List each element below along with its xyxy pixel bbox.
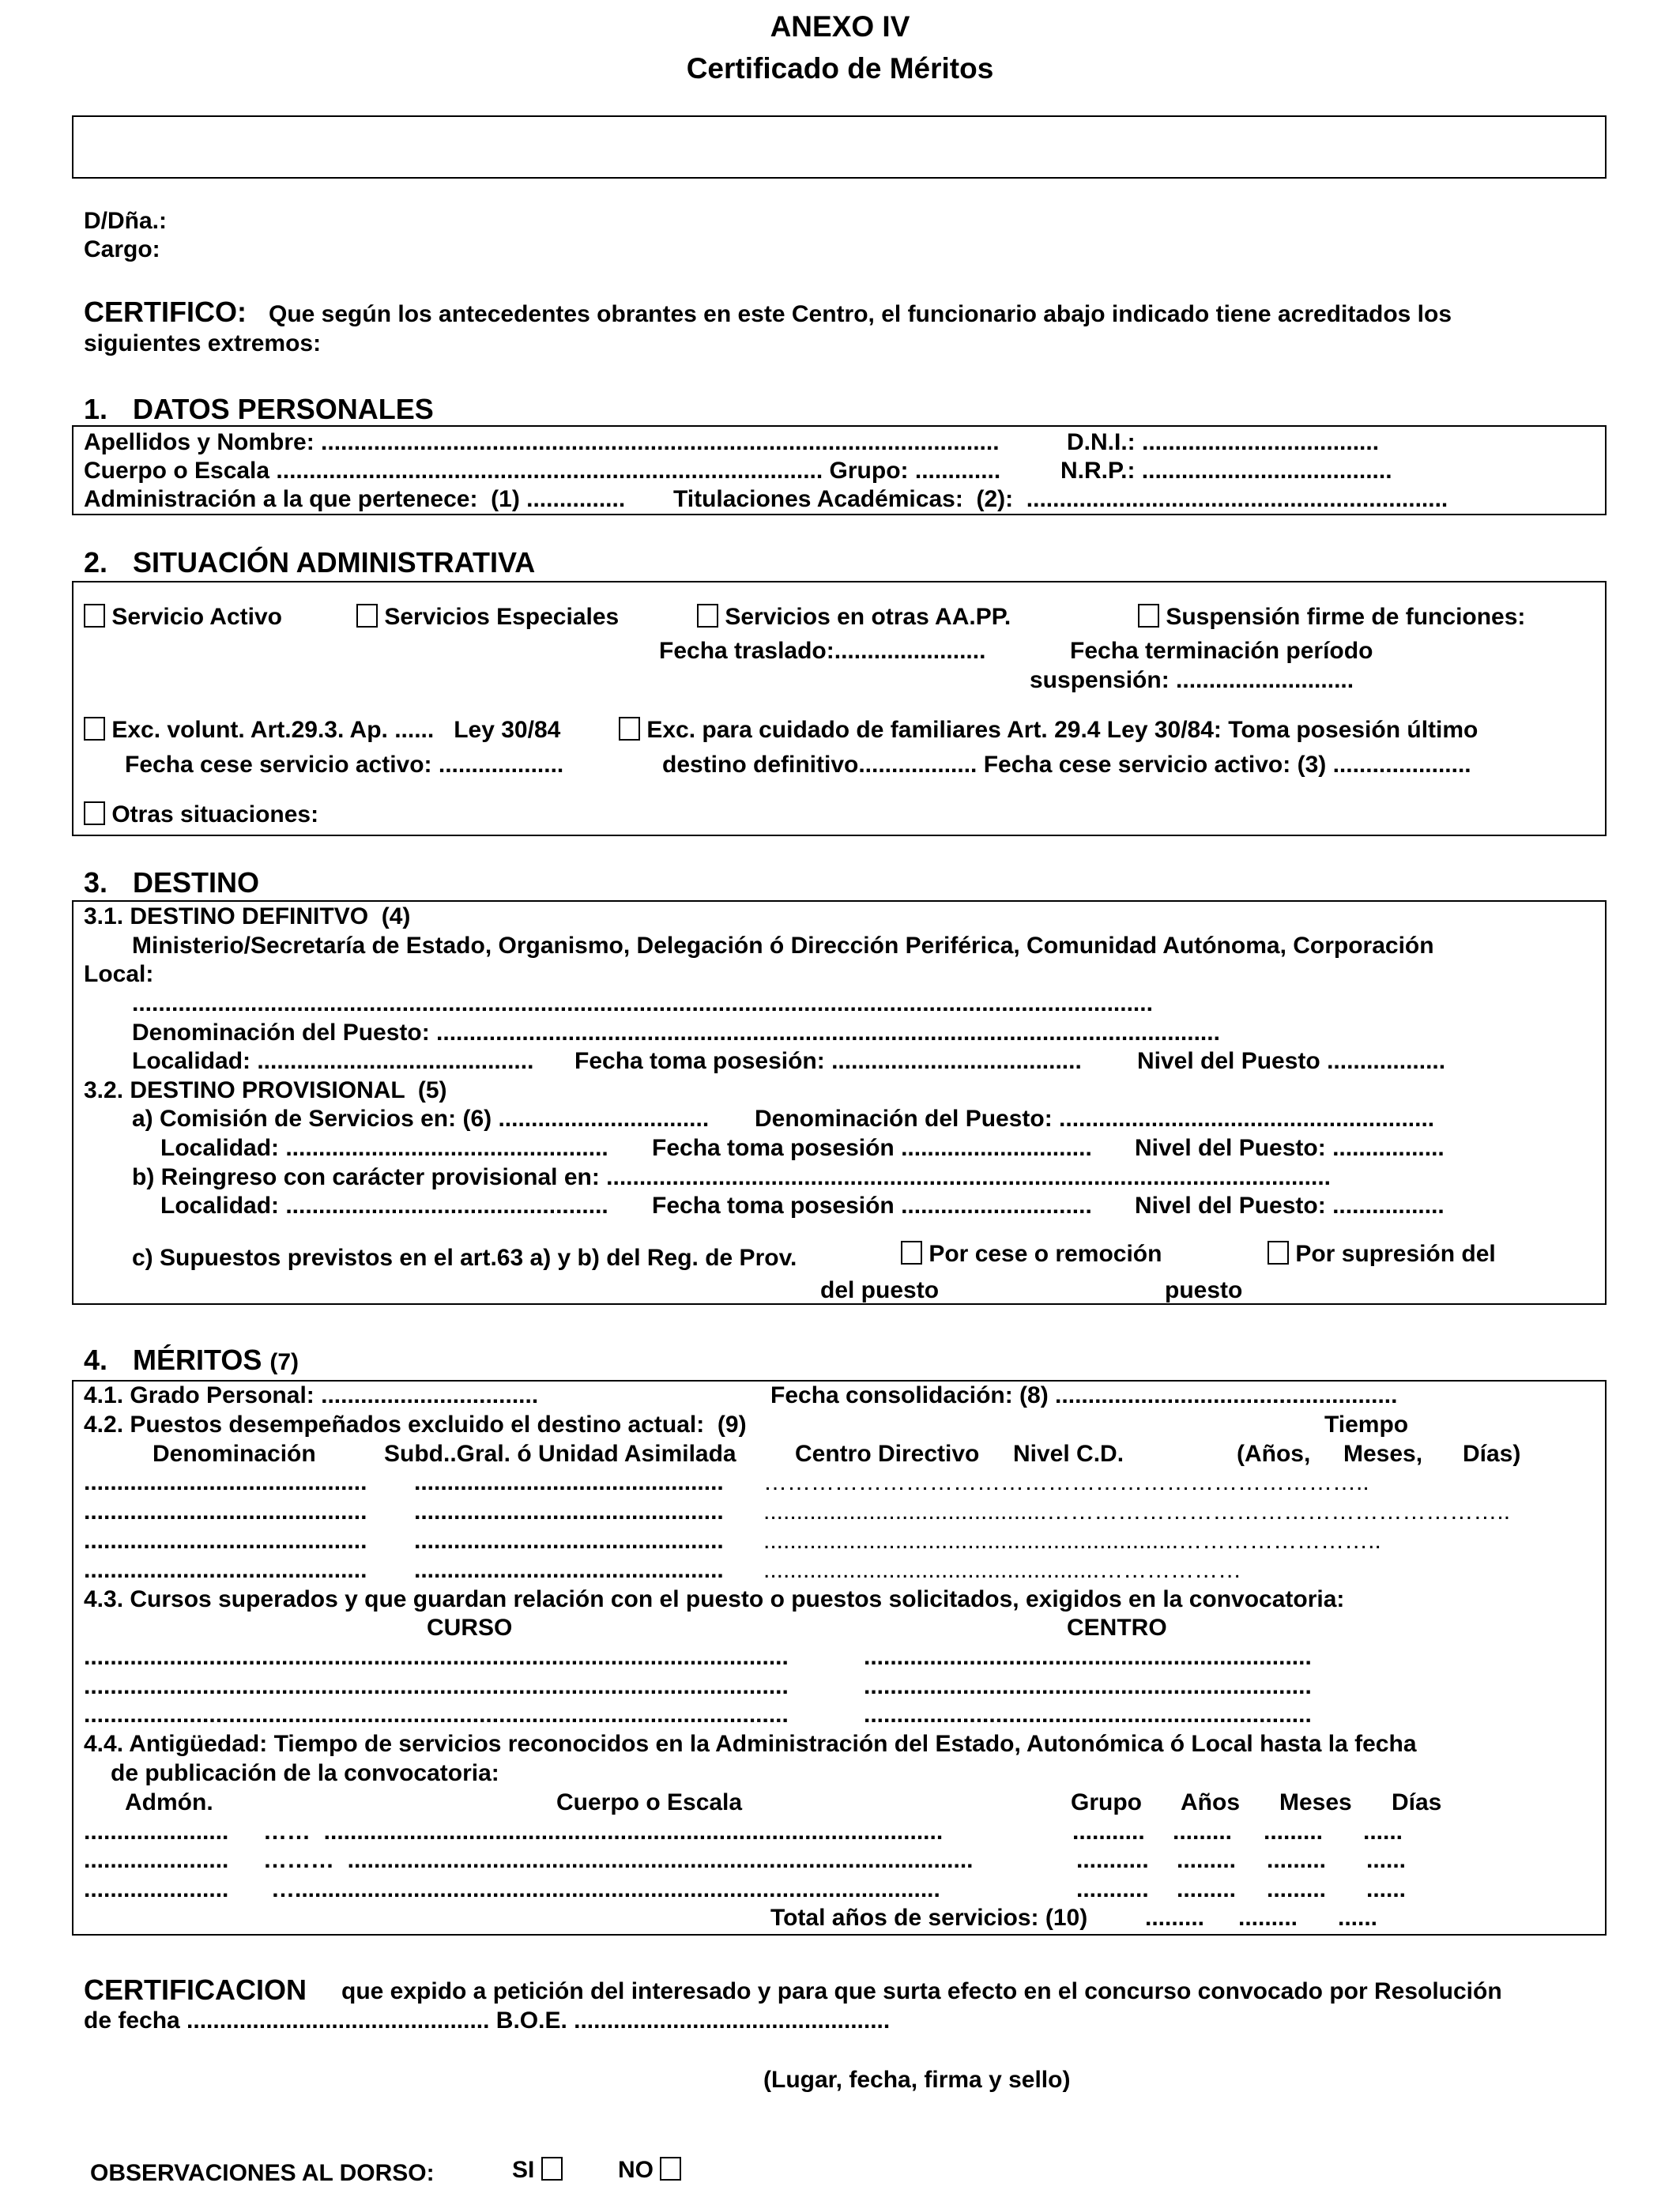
por-cese-label: Por cese o remoción — [929, 1241, 1162, 1267]
list-item: .................................................................... — [864, 1673, 1312, 1699]
suspension-dots: suspensión: ........................... — [1030, 667, 1354, 693]
col-denominacion: Denominación — [153, 1441, 316, 1467]
row-centro: ...................................................……………… — [763, 1557, 1242, 1583]
table-row — [414, 1498, 724, 1526]
certifico-text-2: siguientes extremos: — [84, 330, 322, 356]
supuestos-art63: c) Supuestos previstos en el art.63 a) y b) del Reg. de Prov. — [132, 1245, 797, 1271]
administracion-field: Administración a la que pertenece: (1) ............... — [84, 486, 626, 512]
exc-voluntaria-label: Exc. volunt. Art.29.3. Ap. ...... Ley 30/84 — [111, 717, 561, 743]
destino-definitivo-title: 3.1. DESTINO DEFINITVO (4) — [84, 903, 411, 929]
nrp-field: N.R.P.: ...................................... — [1060, 458, 1392, 484]
table-row: ……… ............................................................................................... — [263, 1847, 974, 1873]
table-row: ...................... — [84, 1847, 229, 1873]
col-nivel-cd: Nivel C.D. — [1013, 1441, 1124, 1467]
localidad-b: Localidad: ................................................. — [160, 1193, 608, 1219]
table-row — [84, 1527, 367, 1555]
no-checkbox[interactable] — [660, 2157, 681, 2181]
observaciones-label: OBSERVACIONES AL DORSO: — [90, 2160, 435, 2186]
row-subdireccion: ............................................... — [414, 1498, 724, 1525]
observaciones-no-option — [618, 2156, 681, 2185]
certificacion-fecha-boe: de fecha .............................................. B.O.E. ................................................ — [84, 2007, 891, 2034]
section-3-number: 3. — [84, 866, 108, 899]
dona-label: D/Dña.: — [84, 208, 167, 234]
comision-servicios: a) Comisión de Servicios en: (6) ................................ — [132, 1106, 710, 1132]
certifico-label: CERTIFICO: — [84, 296, 247, 328]
exc-voluntaria-checkbox[interactable] — [84, 717, 105, 741]
antiguedad-line-2: de publicación de la convocatoria: — [111, 1760, 499, 1786]
exc-cuidado-option — [619, 716, 1478, 745]
table-row — [414, 1556, 724, 1585]
antiguedad-line-1: 4.4. Antigüedad: Tiempo de servicios reconocidos en la Administración del Estado, Autonómica ó Local hasta la fecha — [84, 1731, 1417, 1757]
fecha-consolidacion: Fecha consolidación: (8) .................................................... — [770, 1382, 1398, 1408]
table-row: ........... — [1072, 1819, 1145, 1845]
por-supresion-label: Por supresión del — [1295, 1241, 1496, 1267]
por-cese-checkbox[interactable] — [901, 1241, 922, 1265]
servicio-activo-label: Servicio Activo — [111, 604, 282, 630]
col-meses: Meses, — [1343, 1441, 1423, 1467]
total-anos: ......... — [1145, 1905, 1205, 1931]
table-row — [414, 1468, 724, 1497]
servicio-activo-option — [84, 603, 282, 631]
titulaciones-field: Titulaciones Académicas: (2): ................................................................ — [673, 486, 1448, 512]
otras-aapp-checkbox[interactable] — [697, 604, 718, 628]
table-row: ….................................................................................................. — [271, 1876, 940, 1902]
suspension-checkbox[interactable] — [1138, 604, 1159, 628]
table-row — [84, 1556, 367, 1585]
cursos-superados: 4.3. Cursos superados y que guardan relación con el puesto o puestos solicitados, exigidos en la convocatoria: — [84, 1586, 1345, 1612]
table-row: ......... — [1177, 1847, 1237, 1873]
reingreso-provisional: b) Reingreso con carácter provisional en: .............................................................................................................. — [132, 1164, 1332, 1190]
col-anos: (Años, — [1237, 1441, 1311, 1467]
section-4-heading — [133, 1344, 299, 1379]
total-anos-servicios: Total años de servicios: (10) — [770, 1905, 1088, 1931]
nivel-puesto-a: Nivel del Puesto: ................. — [1135, 1135, 1445, 1161]
table-row: ......... — [1267, 1847, 1327, 1873]
otras-situaciones-label: Otras situaciones: — [111, 801, 319, 827]
cuerpo-field: Cuerpo o Escala ................................................................................... Grupo: ............. — [84, 458, 1001, 484]
curso-header: CURSO — [427, 1615, 513, 1641]
row-denominacion: ........................................... — [84, 1498, 367, 1525]
lugar-fecha-firma: (Lugar, fecha, firma y sello) — [763, 2067, 1071, 2093]
otras-aapp-option — [697, 603, 1011, 631]
row-centro: ...............................................................…………………….. — [763, 1528, 1381, 1554]
section-2-heading: SITUACIÓN ADMINISTRATIVA — [133, 546, 536, 579]
table-row — [84, 1468, 367, 1497]
no-label: NO — [618, 2157, 654, 2183]
por-supresion-checkbox[interactable] — [1268, 1241, 1289, 1265]
col-dias: Días) — [1463, 1441, 1521, 1467]
section-3-heading: DESTINO — [133, 866, 260, 899]
suspension-label: Suspensión firme de funciones: — [1166, 604, 1526, 630]
total-dias: ...... — [1338, 1905, 1378, 1931]
table-row — [414, 1527, 724, 1555]
localidad-def: Localidad: .......................................... — [132, 1048, 534, 1074]
table-row: ......... — [1267, 1876, 1327, 1902]
localidad-a: Localidad: ................................................. — [160, 1135, 608, 1161]
puestos-desempenados: 4.2. Puestos desempeñados excluido el destino actual: (9) — [84, 1412, 747, 1438]
centro-header: CENTRO — [1067, 1615, 1167, 1641]
certifico-text: Que según los antecedentes obrantes en este Centro, el funcionario abajo indicado tiene acreditados los — [269, 301, 1452, 327]
section-4-heading-text: MÉRITOS — [133, 1344, 262, 1376]
por-cese-option — [901, 1240, 1162, 1269]
table-row: ...... — [1366, 1876, 1407, 1902]
table-row: ...... — [1363, 1819, 1403, 1845]
table-row — [84, 1498, 367, 1526]
si-checkbox[interactable] — [541, 2157, 563, 2181]
col-anos-antig: Años — [1181, 1789, 1240, 1815]
col-grupo: Grupo — [1071, 1789, 1142, 1815]
col-dias-antig: Días — [1392, 1789, 1442, 1815]
suspension-option — [1138, 603, 1525, 631]
table-row: ......... — [1173, 1819, 1233, 1845]
top-blank-box[interactable] — [72, 115, 1607, 179]
nivel-puesto-def: Nivel del Puesto .................. — [1137, 1048, 1446, 1074]
dni-field: D.N.I.: .................................... — [1067, 429, 1380, 455]
col-admon: Admón. — [125, 1789, 213, 1815]
denominacion-puesto: Denominación del Puesto: ....................................................................................................................... — [132, 1020, 1220, 1046]
fecha-cese: Fecha cese servicio activo: ................... — [125, 752, 564, 778]
list-item: ........................................................................................................... — [84, 1673, 789, 1699]
col-meses-antig: Meses — [1279, 1789, 1352, 1815]
servicios-especiales-label: Servicios Especiales — [384, 604, 620, 630]
exc-voluntaria-option — [84, 716, 560, 745]
table-row: ......... — [1177, 1876, 1237, 1902]
grado-personal: 4.1. Grado Personal: ................................. — [84, 1382, 539, 1408]
row-subdireccion: ............................................... — [414, 1528, 724, 1554]
nivel-puesto-b: Nivel del Puesto: ................. — [1135, 1193, 1445, 1219]
row-denominacion: ........................................... — [84, 1557, 367, 1583]
tiempo-header: Tiempo — [1324, 1412, 1409, 1438]
section-4-number: 4. — [84, 1344, 108, 1376]
servicios-especiales-option — [356, 603, 619, 631]
list-item: ........................................................................................................... — [84, 1644, 789, 1670]
servicio-activo-checkbox[interactable] — [84, 604, 105, 628]
si-label: SI — [512, 2157, 535, 2183]
exc-cuidado-checkbox[interactable] — [619, 717, 640, 741]
section-1-number: 1. — [84, 393, 108, 425]
col-subdireccion: Subd..Gral. ó Unidad Asimilada — [384, 1441, 736, 1467]
total-meses: ......... — [1238, 1905, 1298, 1931]
annex-title: ANEXO IV — [770, 10, 910, 43]
otras-situaciones-checkbox[interactable] — [84, 801, 105, 825]
toma-posesion-b: Fecha toma posesión ............................. — [652, 1193, 1092, 1219]
table-row — [763, 1498, 1510, 1526]
row-subdireccion: ............................................... — [414, 1557, 724, 1583]
table-row — [763, 1468, 1369, 1497]
destino-dots: ........................................................................................................................................................... — [132, 990, 1153, 1016]
table-row: ......... — [1264, 1819, 1324, 1845]
row-denominacion: ........................................... — [84, 1469, 367, 1495]
ministerio-label: Ministerio/Secretaría de Estado, Organismo, Delegación ó Dirección Periférica, Comunidad Autónoma, Corporación — [132, 933, 1434, 959]
otras-aapp-label: Servicios en otras AA.PP. — [725, 604, 1011, 630]
servicios-especiales-checkbox[interactable] — [356, 604, 378, 628]
table-row: …… .............................................................................................. — [263, 1819, 944, 1845]
fecha-terminacion: Fecha terminación período — [1070, 638, 1373, 664]
table-row — [763, 1527, 1381, 1555]
local-label: Local: — [84, 961, 154, 987]
toma-posesion-a: Fecha toma posesión ............................. — [652, 1135, 1092, 1161]
certificacion-text: que expido a petición del interesado y para que surta efecto en el concurso convocado por Resolución — [341, 1978, 1502, 2004]
comision-denominacion: Denominación del Puesto: ......................................................... — [755, 1106, 1435, 1132]
destino-definitivo-cese: destino definitivo.................. Fecha cese servicio activo: (3) ..................... — [662, 752, 1471, 778]
list-item: ........................................................................................................... — [84, 1702, 789, 1728]
table-row: ........... — [1076, 1847, 1149, 1873]
observaciones-si-option — [512, 2156, 563, 2185]
exc-cuidado-label: Exc. para cuidado de familiares Art. 29.4 Ley 30/84: Toma posesión último — [646, 717, 1478, 743]
apellidos-field: Apellidos y Nombre: ....................................................................................................... — [84, 429, 1000, 455]
certificacion-label: CERTIFICACION — [84, 1973, 307, 2006]
section-1-heading: DATOS PERSONALES — [133, 393, 434, 425]
document-title: Certificado de Méritos — [686, 52, 994, 85]
table-row — [763, 1556, 1241, 1585]
table-row: ...................... — [84, 1876, 229, 1902]
col-centro-directivo: Centro Directivo — [795, 1441, 980, 1467]
row-centro: ………………………………………………………………….. — [763, 1469, 1369, 1495]
table-row: ........... — [1076, 1876, 1149, 1902]
otras-situaciones-option — [84, 801, 318, 829]
row-centro: ...........................................………………………………………………….. — [763, 1498, 1511, 1525]
cargo-label: Cargo: — [84, 236, 160, 262]
table-row: ...................... — [84, 1819, 229, 1845]
list-item: .................................................................... — [864, 1644, 1312, 1670]
section-4-heading-note: (7) — [269, 1349, 299, 1375]
por-supresion-option — [1268, 1240, 1496, 1269]
destino-provisional-title: 3.2. DESTINO PROVISIONAL (5) — [84, 1077, 447, 1103]
section-2-number: 2. — [84, 546, 108, 579]
fecha-traslado: Fecha traslado:....................... — [659, 638, 986, 664]
table-row: ...... — [1366, 1847, 1407, 1873]
col-cuerpo: Cuerpo o Escala — [556, 1789, 743, 1815]
puesto-label: puesto — [1165, 1277, 1243, 1303]
del-puesto-label: del puesto — [820, 1277, 940, 1303]
row-subdireccion: ............................................... — [414, 1469, 724, 1495]
row-denominacion: ........................................... — [84, 1528, 367, 1554]
list-item: .................................................................... — [864, 1702, 1312, 1728]
toma-posesion-def: Fecha toma posesión: ...................................... — [574, 1048, 1082, 1074]
